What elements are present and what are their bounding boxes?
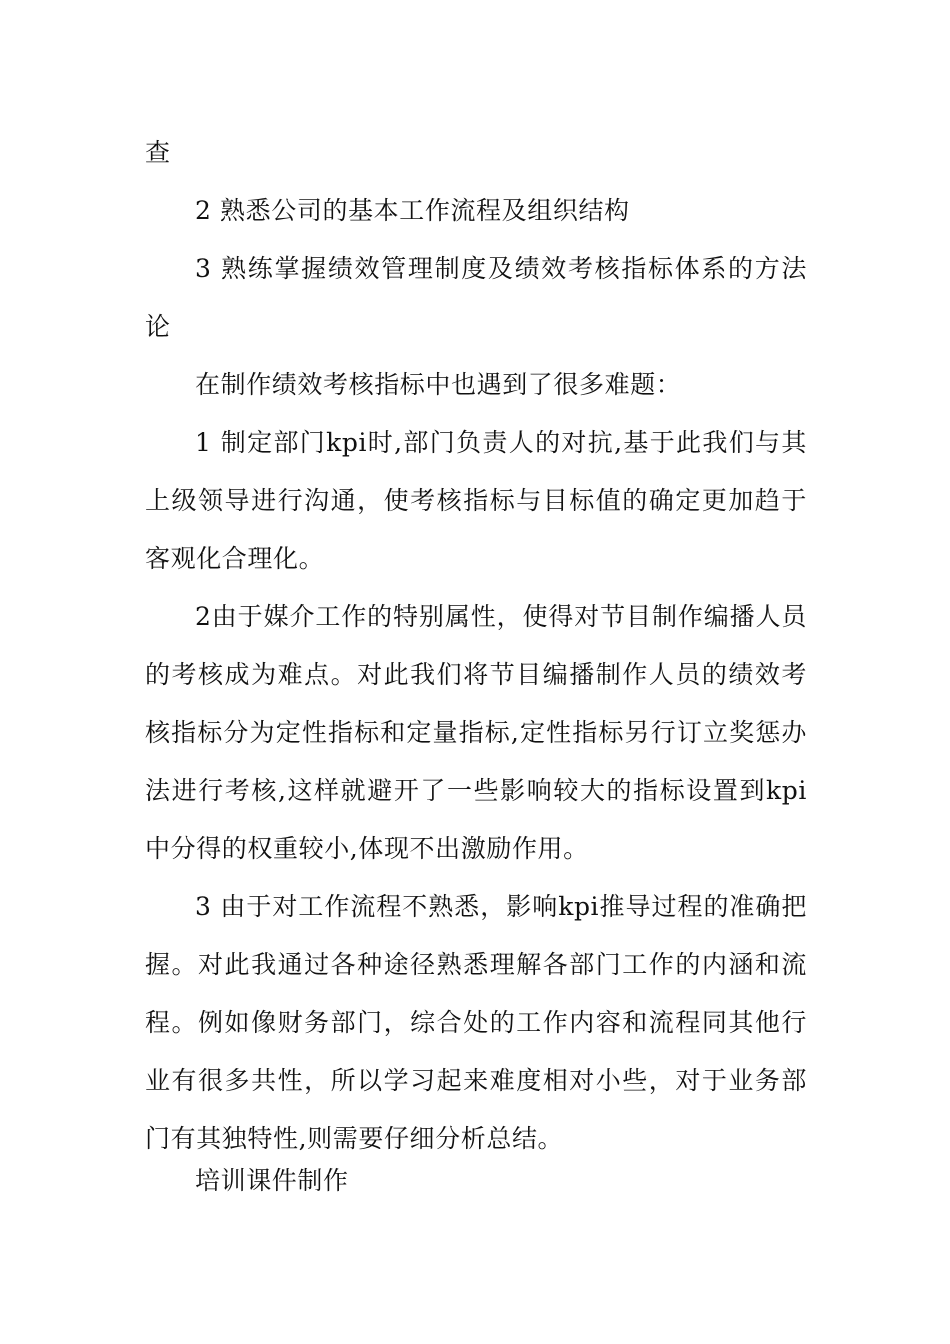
paragraph-item-3: 3 熟练掌握绩效管理制度及绩效考核指标体系的方法论 xyxy=(145,254,807,341)
paragraph-difficulty-3: 3 由于对工作流程不熟悉，影响kpi推导过程的准确把握。对此我通过各种途径熟悉理解各部门工作的内涵和流程。例如像财务部门，综合处的工作内容和流程同其他行业有很多共性，所以学习起来难度相对小些，对于业务部门有其独特性,则需要仔细分析总结。 xyxy=(145,892,807,1153)
paragraph-difficulties-intro: 在制作绩效考核指标中也遇到了很多难题： xyxy=(195,370,682,399)
paragraph-difficulty-2: 2由于媒介工作的特别属性，使得对节目制作编播人员的考核成为难点。对此我们将节目编播制作人员的绩效考核指标分为定性指标和定量指标,定性指标另行订立奖惩办法进行考核,这样就避开了一些影响较大的指标设置到kpi中分得的权重较小,体现不出激励作用。 xyxy=(145,602,807,863)
paragraph-item-2: 2 熟悉公司的基本工作流程及组织结构 xyxy=(195,196,630,225)
paragraph-difficulty-1: 1 制定部门kpi时,部门负责人的对抗,基于此我们与其上级领导进行沟通，使考核指标与目标值的确定更加趋于客观化合理化。 xyxy=(145,428,807,573)
section-heading-training: 培训课件制作 xyxy=(195,1166,349,1195)
paragraph-continuation: 查 xyxy=(145,138,171,167)
